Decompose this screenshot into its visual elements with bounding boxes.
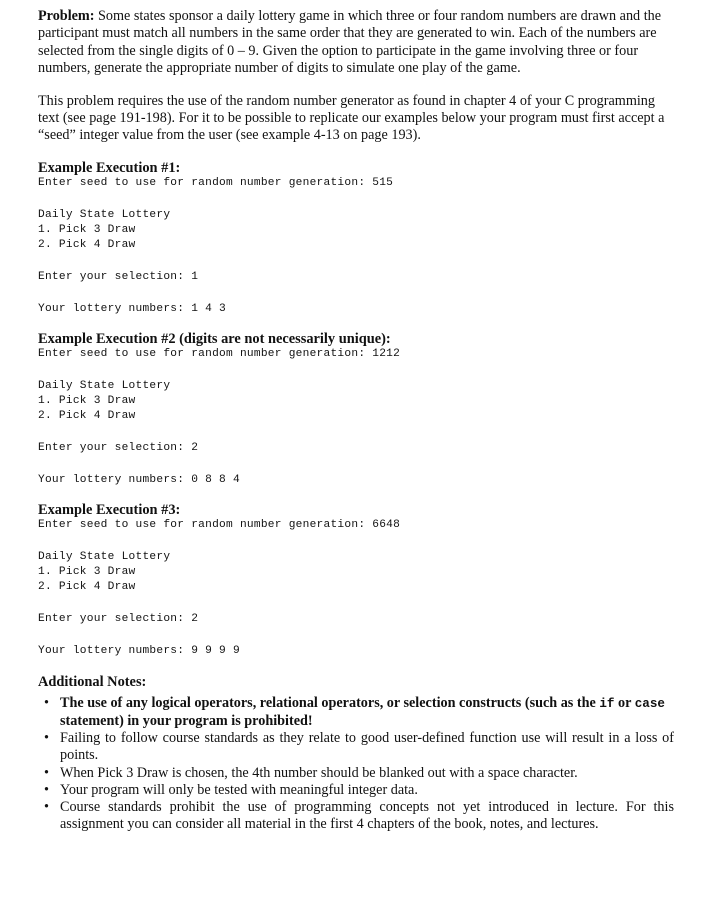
menu-title: Daily State Lottery [38, 550, 171, 563]
selection-line: Enter your selection: 2 [38, 612, 199, 625]
result-line: Your lottery numbers: 0 8 8 4 [38, 473, 240, 486]
example-title: Example Execution #3: [38, 501, 181, 518]
notes-title: Additional Notes: [38, 673, 147, 690]
menu-option-2: 2. Pick 4 Draw [38, 409, 136, 422]
menu-option-2: 2. Pick 4 Draw [38, 238, 136, 251]
example-1 [38, 160, 674, 317]
notes-list [38, 695, 674, 834]
seed-line: Enter seed to use for random number generation: 515 [38, 176, 394, 189]
list-item: • The use of any logical operators, relational operators, or selection constructs (such as the if or case statement) in your program is prohibited! [44, 694, 665, 730]
menu-title: Daily State Lottery [38, 379, 171, 392]
example-title: Example Execution #1: [38, 159, 181, 176]
seed-line: Enter seed to use for random number generation: 1212 [38, 347, 401, 360]
menu-title: Daily State Lottery [38, 208, 171, 221]
list-item: • Course standards prohibit the use of programming concepts not yet introduced in lecture. For this assignment you can consider all material in the first 4 chapters of the book, notes, and lectures. [44, 799, 674, 833]
menu-option-1: 1. Pick 3 Draw [38, 223, 136, 236]
list-item: • When Pick 3 Draw is chosen, the 4th number should be blanked out with a space character. [44, 764, 578, 781]
example-3 [38, 502, 674, 659]
menu-option-2: 2. Pick 4 Draw [38, 580, 136, 593]
result-line: Your lottery numbers: 1 4 3 [38, 302, 227, 315]
seed-line: Enter seed to use for random number generation: 6648 [38, 518, 401, 531]
bullet-icon: • [44, 764, 49, 781]
example-2 [38, 331, 674, 488]
menu-option-1: 1. Pick 3 Draw [38, 394, 136, 407]
document-page [38, 8, 674, 833]
additional-notes [38, 674, 674, 834]
bullet-icon: • [44, 694, 49, 711]
result-line: Your lottery numbers: 9 9 9 9 [38, 644, 240, 657]
selection-line: Enter your selection: 1 [38, 270, 199, 283]
bullet-icon: • [44, 799, 49, 816]
selection-line: Enter your selection: 2 [38, 441, 199, 454]
problem-text: Some states sponsor a daily lottery game in which three or four random numbers are drawn and the participant must match all numbers in the same order that they are generated to win. Each of the numbers are selected from the single digits of 0 – 9. Given the option to participate in the game involving three or four numbers, generate the appropriate number of digits to simulate one play of the game. [38, 8, 662, 77]
problem-paragraph [38, 8, 674, 78]
problem-label: Problem: [38, 8, 95, 24]
bullet-icon: • [44, 781, 49, 798]
list-item: • Your program will only be tested with meaningful integer data. [44, 781, 418, 798]
bullet-icon: • [44, 730, 49, 747]
code-case: case [634, 696, 665, 711]
menu-option-1: 1. Pick 3 Draw [38, 565, 136, 578]
example-title: Example Execution #2 (digits are not necessarily unique): [38, 330, 391, 347]
list-item: • Failing to follow course standards as they relate to good user-defined function use will result in a loss of points. [44, 730, 674, 764]
code-if: if [599, 696, 615, 711]
requirement-paragraph: This problem requires the use of the random number generator as found in chapter 4 of your C programming text (see page 191-198). For it to be possible to replicate our examples below your program must first accept a “seed” integer value from the user (see example 4-13 on page 193). [38, 92, 665, 144]
